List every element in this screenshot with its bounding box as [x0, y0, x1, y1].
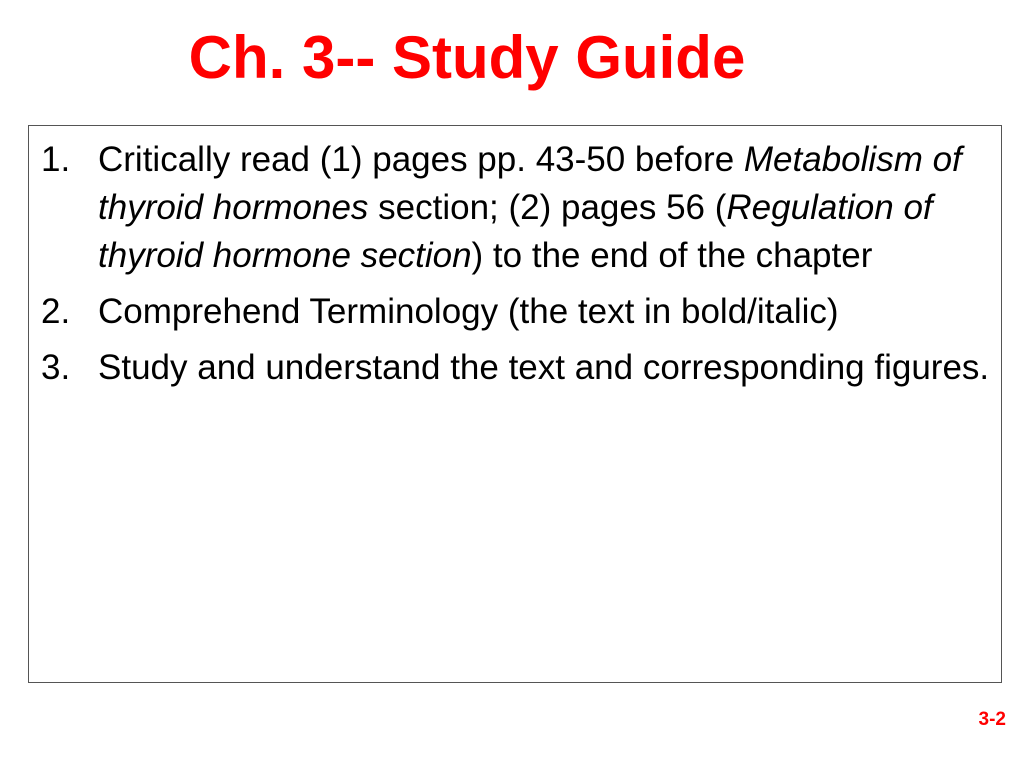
item-text-segment: section; (2) pages 56 ( — [368, 188, 727, 227]
item-text-segment: Critically read (1) pages pp. 43-50 before — [98, 140, 744, 179]
item-italic-segment: Regulation of thyroid hormone section — [98, 188, 933, 275]
list-item-number: 1. — [41, 140, 71, 179]
item-text-segment: ) to the end of the chapter — [471, 236, 873, 275]
item-text: Study and understand the text and corresponding figures. — [98, 348, 990, 387]
item-text: Comprehend Terminology (the text in bold/italic) — [98, 292, 839, 331]
list-item — [41, 136, 991, 280]
content-box — [28, 125, 1002, 683]
study-guide-list — [41, 136, 991, 400]
list-item — [41, 344, 991, 392]
item-italic-segment: Metabolism of thyroid hormones — [98, 140, 962, 227]
slide-title: Ch. 3-- Study Guide — [188, 24, 746, 91]
list-item-number: 2. — [41, 292, 71, 331]
list-item-number: 3. — [41, 348, 71, 387]
list-item — [41, 288, 991, 336]
page-number: 3-2 — [978, 709, 1006, 730]
